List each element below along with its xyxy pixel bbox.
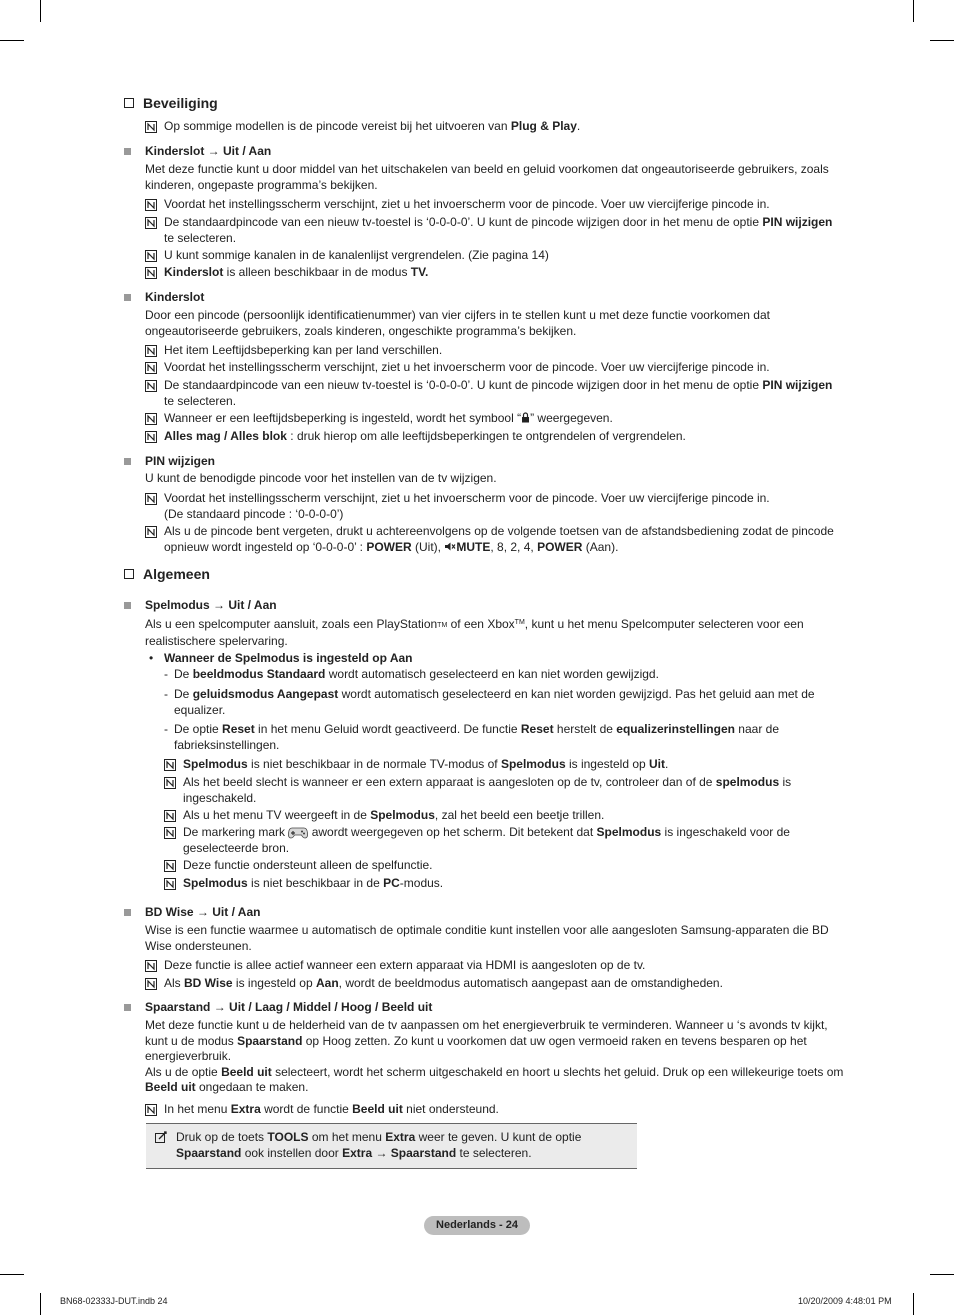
dash-item: - [164,722,168,736]
note-text: Op sommige modellen is de pincode vereist bij het uitvoeren van Plug & Play. [164,119,581,133]
note-text: De markering mark awordt weergegeven op het scherm. Dit betekent dat Spelmodus is ingeschakeld voor de geselecteerde bron. [183,825,790,855]
dash-item-text: De optie Reset in het menu Geluid wordt geactiveerd. De functie Reset herstelt de equalizerinstellingen naar de fabrieksinstellingen. [174,722,780,752]
body-text: Door een pincode (persoonlijk identificatienummer) van vier cijfers in te stellen kunt u met deze functie voorkomen dat ongeautoriseerde gebruikers, zoals kinderen, ongeschikte programma’s bekijken. [145,308,770,338]
print-file-slug: BN68-02333J-DUT.indb 24 [60,1296,168,1306]
note-icon [145,526,157,538]
note-text: Voordat het instellingsscherm verschijnt, ziet u het invoerscherm voor de pincode. Voer uw viercijferige pincode in. (De standaard pincode : ‘0-0-0-0’) [164,491,770,521]
subsection-bullet-icon [124,602,131,609]
note-text: Als u de pincode bent vergeten, drukt u achtereenvolgens op de volgende toetsen van de afstandsbediening zodat de pincode opnieuw wordt ingesteld op ‘0-0-0-0’ : POWER (Uit), MUTE, 8, 2, 4, POWER (Aan). [164,524,834,554]
note-icon [145,493,157,505]
note-icon [145,362,157,374]
dash-item-text: De geluidsmodus Aangepast wordt automatisch geselecteerd en kan niet worden gewijzigd. Pas het geluid aan met de equalizer. [174,687,815,717]
note-icon [145,380,157,392]
section-title-beveiliging: Beveiliging [124,96,218,112]
dash-item: - [164,687,168,701]
crop-mark [40,0,41,22]
dash-item-text: De beeldmodus Standaard wordt automatisch geselecteerd en kan niet worden gewijzigd. [174,667,659,681]
subsection-heading: Spaarstand → Uit / Laag / Middel / Hoog / Beeld uit [145,1000,433,1014]
page-number-label: Nederlands - 24 [424,1216,530,1235]
crop-mark [40,1293,41,1315]
checkbox-square-icon [124,98,134,108]
note-text: In het menu Extra wordt de functie Beeld uit niet ondersteund. [164,1102,499,1116]
note-icon [145,217,157,229]
note-icon [145,431,157,443]
bullet-dot: • [149,651,154,665]
subsection-heading: Kinderslot [145,290,205,304]
note-icon [145,250,157,262]
note-icon [145,345,157,357]
print-date-slug: 10/20/2009 4:48:01 PM [798,1296,892,1306]
body-text: Met deze functie kunt u door middel van het uitschakelen van beeld en geluid voorkomen dat ongeautoriseerde gebruikers, zoals kinderen, ongepaste programma’s bekijken. [145,162,829,192]
note-text: De standaardpincode van een nieuw tv-toestel is ‘0-0-0-0’. U kunt de pincode wijzigen door in het menu de optie PIN wijzigen te selecteren. [164,378,833,408]
subsection-heading: BD Wise → Uit / Aan [145,905,261,919]
note-text: Deze functie ondersteunt alleen de spelfunctie. [183,858,433,872]
note-icon [145,121,157,133]
note-text: Als u het menu TV weergeeft in de Spelmodus, zal het beeld een beetje trillen. [183,808,605,822]
gamepad-icon [288,826,308,839]
note-text: Als het beeld slecht is wanneer er een extern apparaat is aangesloten op de tv, controleer dan of de spelmodus is ingeschakeld. [183,775,792,805]
subsection-heading: Kinderslot → Uit / Aan [145,144,272,158]
body-text: Als u een spelcomputer aansluit, zoals een PlayStationTM of een Xbox™, kunt u het menu Spelcomputer selecteren voor een realistischere spelervaring. [145,617,804,648]
crop-mark [913,1293,914,1315]
subsection-bullet-icon [124,294,131,301]
tools-icon [155,1131,169,1144]
note-icon [164,759,176,771]
crop-mark [0,40,24,41]
crop-mark [930,1274,954,1275]
subsection-bullet-icon [124,1004,131,1011]
note-icon [145,267,157,279]
note-icon [164,777,176,789]
note-text: Wanneer er een leeftijdsbeperking is ingesteld, wordt het symbool “ ” weergegeven. [164,411,613,425]
subsection-bullet-icon [124,458,131,465]
note-text: Spelmodus is niet beschikbaar in de normale TV-modus of Spelmodus is ingesteld op Uit. [183,757,669,771]
note-icon [164,878,176,890]
bullet-heading: Wanneer de Spelmodus is ingesteld op Aan [164,651,413,665]
checkbox-square-icon [124,569,134,579]
note-icon [145,960,157,972]
crop-mark [930,40,954,41]
note-icon [164,860,176,872]
mute-icon [444,541,456,552]
body-text: Wise is een functie waarmee u automatisch de optimale conditie kunt instellen voor alle aangesloten Samsung-apparaten die BD Wise ondersteunen. [145,923,829,953]
note-text: De standaardpincode van een nieuw tv-toestel is ‘0-0-0-0’. U kunt de pincode wijzigen door in het menu de optie PIN wijzigen te selecteren. [164,215,833,245]
note-icon [145,1104,157,1116]
note-icon [164,810,176,822]
section-title-algemeen: Algemeen [124,567,210,583]
note-text: Als BD Wise is ingesteld op Aan, wordt de beeldmodus automatisch aangepast aan de omstandigheden. [164,976,723,990]
note-text: U kunt sommige kanalen in de kanalenlijst vergrendelen. (Zie pagina 14) [164,248,549,262]
note-icon [145,978,157,990]
note-icon [145,199,157,211]
subsection-bullet-icon [124,148,131,155]
note-text: Spelmodus is niet beschikbaar in de PC-modus. [183,876,444,890]
note-text: Alles mag / Alles blok : druk hierop om alle leeftijdsbeperkingen te ontgrendelen of vergrendelen. [164,429,686,443]
dash-item: - [164,667,168,681]
crop-mark [913,0,914,22]
body-text: U kunt de benodigde pincode voor het instellen van de tv wijzigen. [145,471,497,485]
lock-icon [521,412,530,423]
note-text: Het item Leeftijdsbeperking kan per land verschillen. [164,343,443,357]
subsection-heading: PIN wijzigen [145,454,216,468]
note-text: Deze functie is allee actief wanneer een extern apparaat via HDMI is aangesloten op de tv. [164,958,646,972]
subsection-bullet-icon [124,909,131,916]
note-icon [145,413,157,425]
subsection-heading: Spelmodus → Uit / Aan [145,598,277,612]
note-text: Voordat het instellingsscherm verschijnt, ziet u het invoerscherm voor de pincode. Voer uw viercijferige pincode in. [164,360,770,374]
note-text: Kinderslot is alleen beschikbaar in de modus TV. [164,265,429,279]
note-icon [164,827,176,839]
body-text: Met deze functie kunt u de helderheid van de tv aanpassen om het energieverbruik te verminderen. Wanneer u ‘s avonds tv kijkt, kunt u de modus Spaarstand op Hoog zetten. Zo kunt u voorkomen dat uw ogen vermoeid raken en tevens besparen op het energieverbruik. Als u de optie Beeld uit selecteert, wordt het scherm uitgeschakeld en hoort u slechts het geluid. Druk op een willekeurige toets om Beeld uit ongedaan te maken. [145,1018,844,1094]
tip-text: Druk op de toets TOOLS om het menu Extra weer te geven. U kunt de optie Spaarstand ook instellen door Extra → Spaarstand te selecteren. [176,1130,582,1160]
note-text: Voordat het instellingsscherm verschijnt, ziet u het invoerscherm voor de pincode. Voer uw viercijferige pincode in. [164,197,770,211]
crop-mark [0,1274,24,1275]
